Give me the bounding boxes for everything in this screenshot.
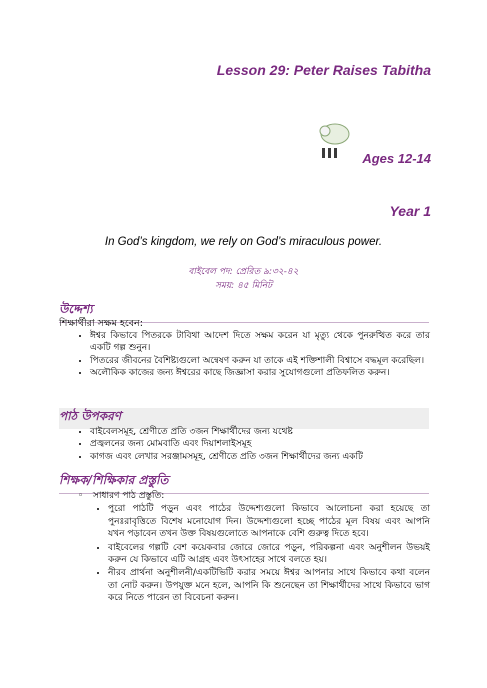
- preparation-list: [74, 490, 430, 606]
- material-item: • বাইবেলসমূহ, শ্রেণীতে প্রতি ৩জন শিক্ষার্থীদের জন্য যথেষ্ট: [90, 426, 430, 438]
- preparation-step: • পুরো পাঠটি পড়ুন এবং পাঠের উদ্দেশ্যগুলো কিভাবে আলোচনা করা হয়েছে তা পুনঃরাবৃত্তিতে বিশেষ মনোযোগ দিন। উদ্দেশ্যগুলো হচ্ছে পাঠের মূল বিষয় এবং আপনি যখন পড়াবেন তখন উক্ত বিষয়গুলোতে আপনাকে বেশি গুরুত্ব দিতে হবে।: [108, 503, 430, 540]
- lamb-icon: [310, 120, 352, 160]
- year-label: Year 1: [389, 203, 431, 219]
- objectives-intro: শিক্ষার্থীরা সক্ষম হবেন:: [59, 318, 143, 329]
- preparation-step: • নীরব প্রার্থনা অনুশীলনী/একটিভিটি করার সময়ে ঈশ্বর আপনার সাথে কিভাবে কথা বলেন তা নোট করুন। উপযুক্ত মনে হলে, আপনি কি শুনেছেন তা শিক্ষার্থীদের সাথে কিভাবে ভাগ করে নিতে পারেন তা বিবেচনা করুন।: [108, 567, 430, 604]
- general-preparation-label: সাধারণ পাঠ প্রস্তুতি:: [92, 491, 165, 501]
- lesson-title: Lesson 29: Peter Raises Tabitha: [216, 62, 431, 78]
- lesson-duration: সময়: ৪৫ মিনিট: [214, 281, 273, 291]
- objective-item: • ঈশ্বর কিভাবে পিতরকে টাবিথা আদেশ দিতে সক্ষম করেন যা মৃত্যু থেকে পুনরুত্থিত করে তার একটি গল্প শুনুন।: [90, 330, 430, 355]
- general-preparation: [90, 490, 430, 605]
- preparation-heading: শিক্ষক/শিক্ষিকার প্রস্তুতি: [59, 472, 429, 494]
- objective-item: • অলৌকিক কাজের জন্য ঈশ্বরের কাছে জিজ্ঞাসা করার সুযোগগুলো প্রতিফলিত করুন।: [90, 367, 430, 379]
- material-item: • কাগজ এবং লেখার সরঞ্জামসমূহ, শ্রেণীতে প্রতি ৩জন শিক্ষার্থীদের জন্য একটি: [90, 451, 430, 463]
- material-item: • প্রজ্বলনের জন্য মোমবাতি এবং দিয়াশলাইসমূহ: [90, 438, 430, 450]
- materials-heading: পাঠ উপকরণ: [59, 408, 429, 429]
- lesson-theme: In God’s kingdom, we rely on God’s miraculous power.: [104, 236, 383, 248]
- objective-item: • পিতরের জীবনের বৈশিষ্ট্যগুলো অন্বেষণ করুন যা তাকে এই শক্তিশালী বিশ্বাসে বদ্ধমূল করেছিল।: [90, 355, 430, 367]
- objectives-heading: উদ্দেশ্য: [59, 301, 429, 323]
- scripture-block: [0, 265, 487, 293]
- preparation-step: • বাইবেলের গল্পটি বেশ কয়েকবার জোরে জোরে পড়ুন, পরিকল্পনা এবং অনুশীলন উভয়ই করুন যে কিভাবে এটি আগ্রহ এবং উৎসাহের সাথে বলতে হয়।: [108, 542, 430, 567]
- materials-list: [74, 426, 430, 463]
- scripture-reference: বাইবেল পদ: প্রেরিত ৯:৩২-৪২: [188, 267, 299, 277]
- age-range: Ages 12-14: [362, 151, 431, 166]
- preparation-steps: [90, 503, 430, 604]
- objectives-list: [74, 330, 430, 380]
